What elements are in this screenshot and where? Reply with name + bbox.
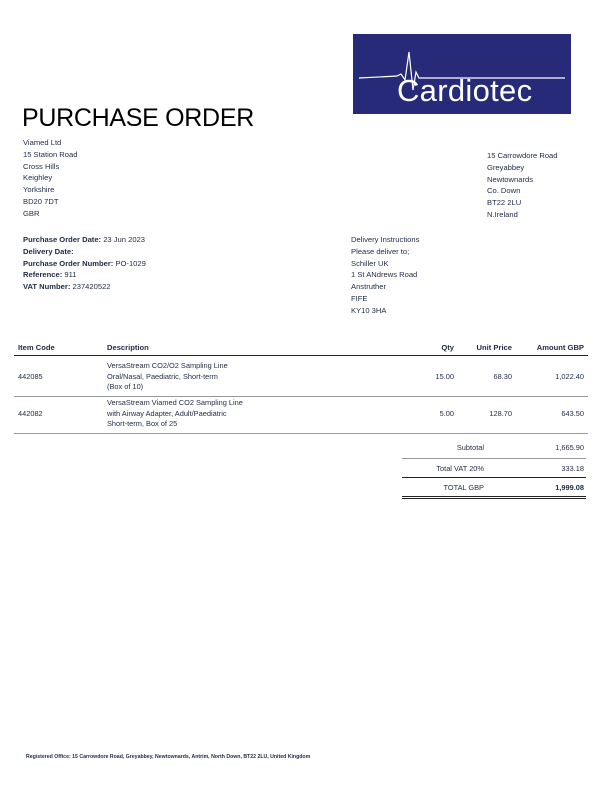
col-header-item-code: Item Code <box>18 343 55 352</box>
description-line: Short-term, Box of 25 <box>107 419 178 429</box>
totals-divider <box>402 496 586 497</box>
header-divider <box>14 355 588 356</box>
row-divider <box>14 433 588 434</box>
order-details <box>23 234 146 293</box>
company-line: N.Ireland <box>487 209 518 219</box>
totals-divider <box>402 477 586 478</box>
vat-total-value: 333.18 <box>561 464 584 473</box>
supplier-line: Cross Hills <box>23 161 60 171</box>
logo-text: Cardiotec <box>397 73 533 108</box>
company-address <box>487 150 558 221</box>
order-date-label: Purchase Order Date: <box>23 235 102 244</box>
reference-label: Reference: <box>23 270 63 280</box>
row-1-qty: 15.00 <box>435 372 454 381</box>
description-line: VersaStream Viamed CO2 Sampling Line <box>107 398 243 407</box>
row-2-qty: 5.00 <box>439 409 454 418</box>
company-line: Newtownards <box>487 174 534 184</box>
description-line: (Box of 10) <box>107 382 144 392</box>
grand-total-value: 1,999.08 <box>555 483 584 492</box>
delivery-line: FIFE <box>351 293 368 303</box>
description-line: with Airway Adapter, Adult/Paediatric <box>107 408 227 418</box>
delivery-line: Schiller UK <box>351 258 389 268</box>
supplier-line: Yorkshire <box>23 185 55 195</box>
company-line: Co. Down <box>487 186 521 196</box>
vat-total-label: Total VAT 20% <box>436 464 484 473</box>
company-line: BT22 2LU <box>487 198 522 208</box>
col-header-description: Description <box>107 343 149 352</box>
footer-registered-office: Registered Office: 15 Carrowdore Road, Greyabbey, Newtownards, Antrim, North Down, BT22 2LU, United Kingdom <box>26 754 311 760</box>
delivery-line: Anstruther <box>351 282 387 292</box>
delivery-line: Delivery Instructions <box>351 235 420 244</box>
supplier-line: Keighley <box>23 173 53 183</box>
reference: 911 <box>64 270 77 280</box>
order-number-label: Purchase Order Number: <box>23 258 114 268</box>
delivery-instructions <box>351 234 419 317</box>
delivery-line: 1 St ANdrews Road <box>351 270 418 280</box>
delivery-line: Please deliver to; <box>351 246 410 256</box>
row-2-description <box>107 398 243 430</box>
delivery-date-label: Delivery Date: <box>23 246 74 256</box>
company-logo <box>353 34 571 114</box>
description-line: VersaStream CO2/O2 Sampling Line <box>107 361 228 370</box>
row-2-unit-price: 128.70 <box>489 409 512 418</box>
subtotal-value: 1,665.90 <box>555 443 584 452</box>
vat-number: 237420522 <box>72 282 111 292</box>
col-header-qty: Qty <box>441 343 454 352</box>
supplier-address <box>23 137 77 220</box>
supplier-line: 15 Station Road <box>23 149 78 159</box>
order-date: 23 Jun 2023 <box>103 235 146 244</box>
row-divider <box>14 396 588 397</box>
page-title: PURCHASE ORDER <box>22 104 254 132</box>
subtotal-label: Subtotal <box>456 443 484 452</box>
delivery-line: KY10 3HA <box>351 305 387 315</box>
grand-total-label: TOTAL GBP <box>443 483 484 492</box>
row-1-code: 442085 <box>18 372 43 381</box>
supplier-line: Viamed Ltd <box>23 138 62 147</box>
totals-double-divider <box>402 498 586 499</box>
supplier-line: BD20 7DT <box>23 196 59 206</box>
row-2-code: 442082 <box>18 409 43 418</box>
row-1-unit-price: 68.30 <box>493 372 512 381</box>
description-line: Oral/Nasal, Paediatric, Short-term <box>107 371 218 381</box>
row-1-amount: 1,022.40 <box>555 372 584 381</box>
totals-divider <box>402 458 586 459</box>
company-line: Greyabbey <box>487 162 525 172</box>
row-2-amount: 643.50 <box>561 409 584 418</box>
order-number: PO-1029 <box>115 258 146 268</box>
vat-number-label: VAT Number: <box>23 282 71 292</box>
row-1-description <box>107 361 228 393</box>
company-line: 15 Carrowdore Road <box>487 151 558 160</box>
col-header-amount: Amount GBP <box>536 343 584 352</box>
supplier-line: GBR <box>23 208 40 218</box>
col-header-unit-price: Unit Price <box>476 343 512 352</box>
